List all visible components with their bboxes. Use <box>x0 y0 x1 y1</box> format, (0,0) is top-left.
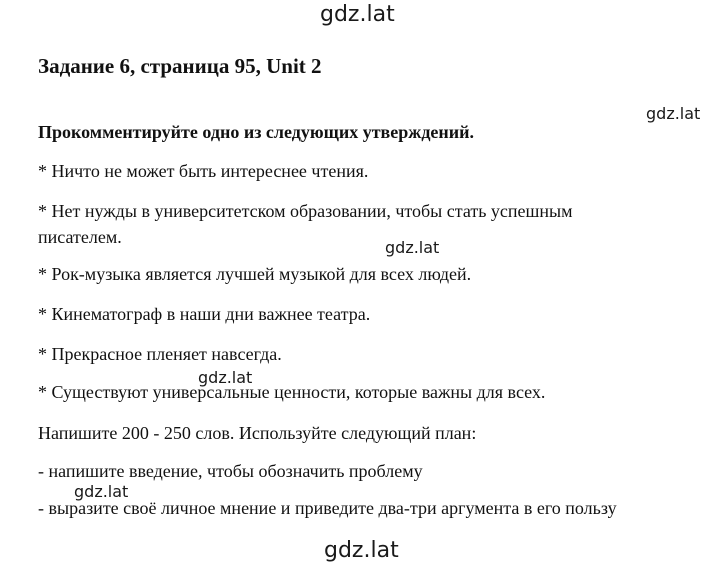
plan-item-1: - напишите введение, чтобы обозначить проблему <box>38 461 423 481</box>
statement-2-continuation: писателем. <box>38 227 122 247</box>
instruction-text: Прокомментируйте одно из следующих утверждений. <box>38 122 475 142</box>
watermark-middle: gdz.lat <box>385 238 440 257</box>
plan-item-2: - выразите своё личное мнение и приведите два-три аргумента в его пользу <box>38 498 617 518</box>
statement-6: * Существуют универсальные ценности, которые важны для всех. <box>38 382 546 402</box>
watermark-left: gdz.lat <box>74 482 129 501</box>
watermark-top: gdz.lat <box>320 2 395 27</box>
watermark-right: gdz.lat <box>646 104 701 123</box>
task-text: Напишите 200 - 250 слов. Используйте следующий план: <box>38 423 477 443</box>
statement-1: * Ничто не может быть интереснее чтения. <box>38 161 369 181</box>
statement-3: * Рок-музыка является лучшей музыкой для всех людей. <box>38 264 472 284</box>
page-title: Задание 6, страница 95, Unit 2 <box>38 54 322 78</box>
statement-2: * Нет нужды в университетском образовании, чтобы стать успешным <box>38 201 573 221</box>
statement-5: * Прекрасное пленяет навсегда. <box>38 344 282 364</box>
watermark-bottom: gdz.lat <box>324 538 399 563</box>
statement-4: * Кинематограф в наши дни важнее театра. <box>38 304 371 324</box>
watermark-middle-left: gdz.lat <box>198 368 253 387</box>
